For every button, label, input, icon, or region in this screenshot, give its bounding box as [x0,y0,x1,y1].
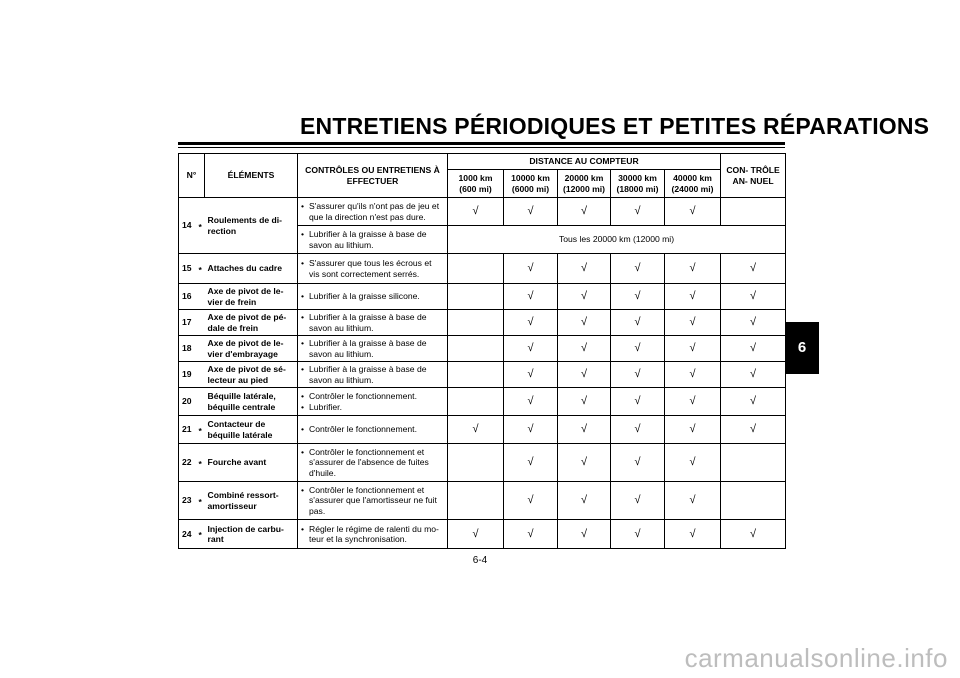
star-marker [196,520,205,549]
action-text: • Lubrifier à la graisse à base de savon au lithium. [301,312,444,333]
star-marker [196,254,205,284]
item-name: Béquille latérale, béquille centrale [205,388,298,416]
action-cell [298,444,448,482]
star-text: * [198,458,202,469]
check-cell: √ [611,310,665,336]
check-cell: √ [558,444,611,482]
action-text: • S'assurer que tous les écrous et vis sont correctement serrés. [301,258,444,279]
check-cell [448,482,504,520]
check-cell: √ [558,482,611,520]
item-name: Attaches du cadre [205,254,298,284]
action-text: • Régler le régime de ralenti du mo- teur et la synchronisation. [301,524,444,545]
chapter-tab[interactable]: 6 [785,322,819,374]
check-cell: √ [665,336,721,362]
row-number: 17 [179,310,196,336]
row-number: 21 [179,416,196,444]
check-cell [448,362,504,388]
table-row [179,284,786,310]
star-marker [196,336,205,362]
action-cell [298,284,448,310]
star-marker [196,388,205,416]
check-cell: √ [721,284,786,310]
row-number: 24 [179,520,196,549]
check-cell: √ [611,336,665,362]
action-cell [298,362,448,388]
check-cell: √ [504,284,558,310]
check-cell: √ [721,310,786,336]
check-cell: √ [504,362,558,388]
check-cell: √ [665,388,721,416]
check-cell: √ [665,444,721,482]
row-number: 19 [179,362,196,388]
table-row [179,520,786,549]
table-row [179,198,786,226]
action-cell [298,482,448,520]
action-text: • Lubrifier à la graisse silicone. [301,291,444,301]
check-cell: √ [611,416,665,444]
check-cell: √ [665,198,721,226]
row-number: 15 [179,254,196,284]
action-text: • Lubrifier à la graisse à base de savon au lithium. [301,229,444,250]
table-row [179,336,786,362]
row-number: 14 [179,198,196,254]
check-cell: √ [721,520,786,549]
check-cell [448,254,504,284]
check-cell [448,388,504,416]
check-cell: √ [721,388,786,416]
action-cell [298,388,448,416]
star-text: * [198,425,202,436]
check-cell [448,444,504,482]
item-name: Roulements de di- rection [205,198,298,254]
check-cell: √ [665,284,721,310]
check-cell: √ [558,388,611,416]
action-text: • Lubrifier à la graisse à base de savon au lithium. [301,338,444,359]
action-cell [298,520,448,549]
table-row [179,482,786,520]
check-cell: √ [665,416,721,444]
check-cell: √ [504,388,558,416]
check-cell: √ [504,520,558,549]
check-cell: √ [665,482,721,520]
item-name: Contacteur de béquille latérale [205,416,298,444]
action-text: • Lubrifier à la graisse à base de savon au lithium. [301,364,444,385]
check-cell: √ [558,336,611,362]
check-cell: √ [665,254,721,284]
star-text: * [198,221,202,232]
item-name: Fourche avant [205,444,298,482]
action-text: • S'assurer qu'ils n'ont pas de jeu et que la direction n'est pas dure. [301,201,444,222]
check-cell: √ [611,444,665,482]
header-controls: CONTRÔLES OU ENTRETIENS À EFFECTUER [298,154,448,198]
watermark-logo: carmanualsonline.info [684,643,948,673]
row-number: 20 [179,388,196,416]
table-row [179,310,786,336]
action-text: • Contrôler le fonctionnement. [301,391,444,401]
check-cell: √ [721,416,786,444]
item-name: Combiné ressort- amortisseur [205,482,298,520]
action-cell [298,198,448,226]
star-text: * [198,264,202,275]
table-row [179,388,786,416]
table-row [179,416,786,444]
check-cell: √ [611,254,665,284]
check-cell: √ [665,310,721,336]
item-name: Axe de pivot de sé- lecteur au pied [205,362,298,388]
check-cell: √ [721,336,786,362]
header-elements: ÉLÉMENTS [205,154,298,198]
star-marker [196,284,205,310]
star-text: * [198,496,202,507]
table-body [179,198,786,549]
star-marker [196,416,205,444]
table-row [179,254,786,284]
header-distance-3: 20000 km (12000 mi) [558,170,611,198]
check-cell: √ [504,310,558,336]
row-number: 22 [179,444,196,482]
check-cell: √ [504,254,558,284]
title-rule-thick [178,142,785,145]
check-cell: √ [721,254,786,284]
header-distance-4: 30000 km (18000 mi) [611,170,665,198]
action-text: • Contrôler le fonctionnement et s'assurer de l'absence de fuites d'huile. [301,447,444,478]
header-distance-1: 1000 km (600 mi) [448,170,504,198]
action-cell [298,310,448,336]
action-cell [298,254,448,284]
check-cell: √ [504,482,558,520]
check-cell [721,444,786,482]
star-marker [196,362,205,388]
item-name: Axe de pivot de le- vier de frein [205,284,298,310]
item-name: Axe de pivot de pé- dale de frein [205,310,298,336]
header-distance-2: 10000 km (6000 mi) [504,170,558,198]
check-cell: √ [558,362,611,388]
action-cell [298,416,448,444]
check-cell: √ [504,198,558,226]
title-rule-thin [178,147,785,148]
header-no: N° [179,154,205,198]
item-name: Injection de carbu- rant [205,520,298,549]
check-cell [448,336,504,362]
item-name: Axe de pivot de le- vier d'embrayage [205,336,298,362]
check-cell: √ [721,362,786,388]
check-cell: √ [504,444,558,482]
action-text: • Contrôler le fonctionnement et s'assurer que l'amortisseur ne fuit pas. [301,485,444,516]
page-number: 6-4 [472,555,488,566]
star-marker [196,198,205,254]
star-marker [196,310,205,336]
check-cell: √ [504,416,558,444]
check-cell: √ [611,362,665,388]
star-text: * [198,530,202,541]
check-cell: √ [448,416,504,444]
check-cell: √ [665,362,721,388]
row-number: 18 [179,336,196,362]
maintenance-table [178,153,786,549]
check-cell: √ [665,520,721,549]
check-cell [721,198,786,226]
check-cell: √ [558,520,611,549]
header-distance-5: 40000 km (24000 mi) [665,170,721,198]
check-cell: √ [611,388,665,416]
check-cell: √ [558,284,611,310]
action-cell [298,336,448,362]
check-cell: √ [448,198,504,226]
check-cell [448,284,504,310]
check-cell: √ [611,198,665,226]
action-cell [298,226,448,254]
table-row [179,362,786,388]
row-number: 23 [179,482,196,520]
header-annual: CON- TRÔLE AN- NUEL [721,154,786,198]
check-cell: √ [504,336,558,362]
star-marker [196,482,205,520]
row-number: 16 [179,284,196,310]
check-cell: √ [611,520,665,549]
star-marker [196,444,205,482]
action-text: • Contrôler le fonctionnement. [301,424,444,434]
page-title: ENTRETIENS PÉRIODIQUES ET PETITES RÉPARATIONS [300,113,930,139]
check-cell: √ [611,482,665,520]
check-cell: √ [448,520,504,549]
check-cell: √ [558,198,611,226]
check-cell: √ [611,284,665,310]
check-cell: √ [558,416,611,444]
action-text: • Lubrifier. [301,402,444,412]
check-cell [448,310,504,336]
check-cell: √ [558,310,611,336]
check-cell: √ [558,254,611,284]
interval-text: Tous les 20000 km (12000 mi) [448,226,786,254]
table-row [179,444,786,482]
check-cell [721,482,786,520]
header-distance: DISTANCE AU COMPTEUR [448,154,721,170]
